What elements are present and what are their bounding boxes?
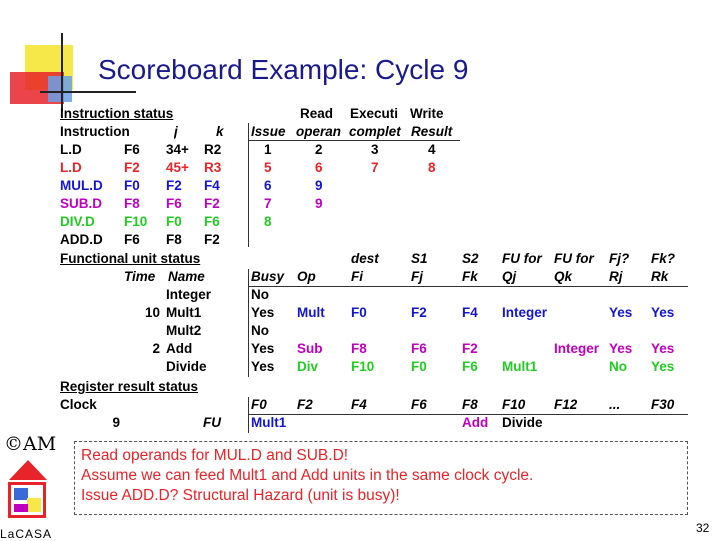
section-label-register-result-status: Register result status (60, 379, 199, 394)
fu-cell-time: 2 (152, 341, 160, 356)
fu-cell-qk: Integer (554, 341, 600, 356)
instruction-cell-j: F8 (166, 232, 182, 247)
fu-cell-busy: Yes (251, 359, 275, 374)
fu-cell-fi: F8 (351, 341, 367, 356)
fu-col-header-name: Name (168, 269, 205, 284)
fu-cell-fk: F6 (462, 359, 478, 374)
fu-group-header-rj: Fj? (609, 251, 630, 266)
note-box (74, 441, 688, 515)
header-issue: Issue (251, 124, 286, 139)
fu-cell-rj: No (609, 359, 627, 374)
instruction-header-underline (248, 140, 460, 141)
fu-cell-busy: No (251, 287, 269, 302)
fu-cell-name: Mult2 (166, 323, 202, 338)
fu-col-header-qk: Qk (554, 269, 573, 284)
register-name: F6 (411, 397, 427, 412)
register-name: F0 (251, 397, 267, 412)
am-logo-text: ©AM (4, 433, 57, 455)
register-name: F12 (554, 397, 578, 412)
instruction-cell-issue: 6 (264, 178, 272, 193)
register-name: F4 (351, 397, 367, 412)
header-exec-complete: complet (349, 124, 401, 139)
page-number: 32 (696, 521, 710, 535)
fu-cell-fi: F0 (351, 305, 367, 320)
header-read: Read (300, 106, 334, 121)
header-read-operands: operan (296, 124, 342, 139)
fu-cell-busy: Yes (251, 305, 275, 320)
instruction-cell-dst: F2 (124, 160, 140, 175)
fu-cell-fj: F0 (411, 359, 427, 374)
instruction-cell-j: F6 (166, 196, 182, 211)
fu-header-underline (248, 286, 688, 287)
fu-col-header-qj: Qj (502, 269, 517, 284)
fu-cell-name: Mult1 (166, 305, 202, 320)
fu-cell-op: Div (297, 359, 319, 374)
fu-group-header-qj: FU for (502, 251, 542, 266)
fu-col-header-fi: Fi (351, 269, 363, 284)
fu-col-header-rk: Rk (651, 269, 669, 284)
instruction-cell-j: F0 (166, 214, 182, 229)
fu-group-header-dest: dest (351, 251, 379, 266)
fu-col-header-rj: Rj (609, 269, 623, 284)
instruction-cell-op: ADD.D (60, 232, 103, 247)
instruction-cell-dst: F8 (124, 196, 140, 211)
fu-cell-op: Mult (297, 305, 325, 320)
fu-group-header-s2: S2 (462, 251, 479, 266)
instruction-cell-op: DIV.D (60, 214, 95, 229)
instruction-cell-j: 34+ (166, 142, 189, 157)
header-write-result: Result (411, 124, 453, 139)
fu-cell-rj: Yes (609, 305, 633, 320)
fu-col-header-op: Op (297, 269, 316, 284)
register-name: F30 (651, 397, 675, 412)
instruction-cell-dst: F0 (124, 178, 140, 193)
instruction-cell-k: R2 (204, 142, 222, 157)
fu-cell-fj: F2 (411, 305, 427, 320)
fu-cell-rk: Yes (651, 341, 675, 356)
instruction-cell-op: SUB.D (60, 196, 103, 211)
instruction-cell-op: L.D (60, 160, 82, 175)
instruction-cell-exec: 7 (371, 160, 379, 175)
instruction-cell-read: 9 (315, 196, 323, 211)
header-instruction: Instruction (60, 124, 130, 139)
instruction-cell-issue: 7 (264, 196, 272, 211)
register-name: ... (609, 397, 621, 412)
fu-group-header-rk: Fk? (651, 251, 676, 266)
fu-cell-qj: Mult1 (502, 359, 538, 374)
section-label-functional-unit-status: Functional unit status (60, 251, 201, 266)
fu-cell-fi: F10 (351, 359, 375, 374)
register-column-divider (248, 397, 249, 433)
section-label-instruction-status: Instruction status (60, 106, 174, 121)
fu-cell-busy: Yes (251, 341, 275, 356)
fu-cell-fj: F6 (411, 341, 427, 356)
header-execution: Executi (350, 106, 399, 121)
instruction-cell-exec: 3 (371, 142, 379, 157)
register-unit: Mult1 (251, 415, 287, 430)
instruction-cell-j: F2 (166, 178, 182, 193)
fu-label: FU (203, 415, 221, 430)
fu-col-header-busy: Busy (251, 269, 285, 284)
fu-cell-qj: Integer (502, 305, 548, 320)
fu-cell-name: Add (166, 341, 193, 356)
instruction-cell-k: F2 (204, 196, 220, 211)
header-j: j (174, 124, 178, 139)
fu-cell-rk: Yes (651, 305, 675, 320)
fu-col-header-time: Time (124, 269, 156, 284)
instruction-cell-issue: 5 (264, 160, 272, 175)
instruction-cell-k: R3 (204, 160, 222, 175)
register-name: F10 (502, 397, 526, 412)
instruction-cell-issue: 8 (264, 214, 272, 229)
header-write: Write (410, 106, 444, 121)
instruction-cell-issue: 1 (264, 142, 272, 157)
register-header-underline (248, 414, 688, 415)
instruction-cell-op: MUL.D (60, 178, 103, 193)
instruction-cell-k: F4 (204, 178, 220, 193)
instruction-cell-j: 45+ (166, 160, 189, 175)
fu-cell-name: Divide (166, 359, 207, 374)
clock-label: Clock (60, 397, 97, 412)
lacasa-logo-label: LaCASA (0, 527, 53, 541)
fu-cell-fk: F2 (462, 341, 478, 356)
note-line: Assume we can feed Mult1 and Add units in the same clock cycle. (81, 467, 534, 484)
slide-title: Scoreboard Example: Cycle 9 (98, 54, 469, 85)
fu-cell-rj: Yes (609, 341, 633, 356)
fu-col-header-fk: Fk (462, 269, 478, 284)
instruction-cell-op: L.D (60, 142, 82, 157)
register-unit: Divide (502, 415, 543, 430)
fu-cell-op: Sub (297, 341, 323, 356)
instruction-cell-k: F2 (204, 232, 220, 247)
fu-col-header-fj: Fj (411, 269, 423, 284)
instruction-cell-k: F6 (204, 214, 220, 229)
issue-column-divider (248, 123, 249, 247)
fu-cell-busy: No (251, 323, 269, 338)
instruction-cell-write: 8 (428, 160, 436, 175)
register-unit: Add (462, 415, 489, 430)
instruction-cell-read: 9 (315, 178, 323, 193)
clock-value: 9 (112, 415, 120, 430)
note-line: Read operands for MUL.D and SUB.D! (81, 447, 349, 464)
header-k: k (216, 124, 224, 139)
instruction-cell-read: 6 (315, 160, 323, 175)
fu-cell-time: 10 (144, 305, 160, 320)
instruction-cell-read: 2 (315, 142, 323, 157)
instruction-cell-dst: F10 (124, 214, 148, 229)
register-name: F8 (462, 397, 478, 412)
note-line: Issue ADD.D? Structural Hazard (unit is busy)! (81, 487, 400, 504)
instruction-cell-dst: F6 (124, 142, 140, 157)
instruction-cell-write: 4 (428, 142, 436, 157)
fu-group-header-qk: FU for (554, 251, 594, 266)
fu-group-header-s1: S1 (411, 251, 428, 266)
lacasa-logo-icon (5, 460, 51, 526)
register-name: F2 (297, 397, 313, 412)
instruction-cell-dst: F6 (124, 232, 140, 247)
fu-cell-name: Integer (166, 287, 212, 302)
fu-cell-fk: F4 (462, 305, 478, 320)
fu-cell-rk: Yes (651, 359, 675, 374)
